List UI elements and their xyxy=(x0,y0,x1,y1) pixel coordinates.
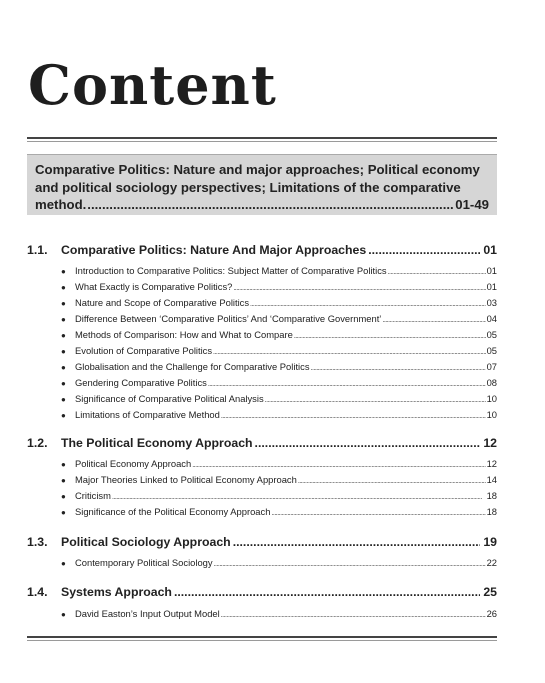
bullet-icon: ● xyxy=(61,476,66,485)
leader-dots xyxy=(382,313,485,329)
item-title: Major Theories Linked to Political Economy Approach xyxy=(75,474,297,485)
item-page: 03 xyxy=(486,297,497,308)
section-1-2 xyxy=(27,435,497,520)
bullet-icon: ● xyxy=(61,363,66,372)
top-rule xyxy=(27,137,497,139)
bullet-icon: ● xyxy=(61,411,66,420)
section-items xyxy=(27,555,497,571)
item-page: 26 xyxy=(486,608,497,619)
list-item[interactable] xyxy=(27,456,497,472)
section-title: Comparative Politics: Nature And Major Approaches xyxy=(61,243,367,257)
item-title: Evolution of Comparative Politics xyxy=(75,345,213,356)
list-item[interactable] xyxy=(27,343,497,359)
leader-dots xyxy=(221,608,486,624)
list-item[interactable] xyxy=(27,504,497,520)
section-heading[interactable] xyxy=(27,584,497,600)
section-1-1 xyxy=(27,242,497,423)
top-rule-thin xyxy=(27,141,497,142)
item-title: Globalisation and the Challenge for Comparative Politics xyxy=(75,361,310,372)
item-page: 01 xyxy=(486,281,497,292)
leader-dots xyxy=(214,557,486,573)
item-title: Significance of Comparative Political Analysis xyxy=(75,393,264,404)
item-title: What Exactly is Comparative Politics? xyxy=(75,281,233,292)
item-title: Gendering Comparative Politics xyxy=(75,377,207,388)
list-item[interactable] xyxy=(27,472,497,488)
section-1-4 xyxy=(27,584,497,622)
section-number: 1.1. xyxy=(27,243,48,257)
item-title: Limitations of Comparative Method xyxy=(75,409,220,420)
item-title: Introduction to Comparative Politics: Subject Matter of Comparative Politics xyxy=(75,265,387,276)
leader-dots xyxy=(174,584,480,600)
list-item[interactable] xyxy=(27,555,497,571)
chapter-title-line-3 xyxy=(35,196,489,214)
item-title: Political Economy Approach xyxy=(75,458,192,469)
section-number: 1.3. xyxy=(27,535,48,549)
item-page: 05 xyxy=(486,329,497,340)
list-item[interactable] xyxy=(27,606,497,622)
leader-dots xyxy=(311,361,486,377)
leader-dots xyxy=(294,329,486,345)
bottom-rule xyxy=(27,636,497,638)
item-page: 05 xyxy=(486,345,497,356)
item-page: 01 xyxy=(486,265,497,276)
item-page: 18 xyxy=(486,490,497,501)
item-page: 18 xyxy=(486,506,497,517)
leader-dots xyxy=(298,474,486,490)
bullet-icon: ● xyxy=(61,610,66,619)
list-item[interactable] xyxy=(27,359,497,375)
leader-dots xyxy=(221,409,486,425)
section-heading[interactable] xyxy=(27,534,497,550)
section-items xyxy=(27,456,497,520)
list-item[interactable] xyxy=(27,279,497,295)
section-1-3 xyxy=(27,534,497,571)
item-title: Significance of the Political Economy Approach xyxy=(75,506,271,517)
chapter-title-line-1: Comparative Politics: Nature and major approaches; Political economy xyxy=(35,162,480,177)
bullet-icon: ● xyxy=(61,299,66,308)
item-title: Methods of Comparison: How and What to Compare xyxy=(75,329,293,340)
chapter-heading-box xyxy=(27,154,497,215)
item-page: 22 xyxy=(486,557,497,568)
item-title: Nature and Scope of Comparative Politics xyxy=(75,297,250,308)
section-title: Political Sociology Approach xyxy=(61,535,231,549)
item-page: 07 xyxy=(486,361,497,372)
leader-dots xyxy=(388,265,486,281)
item-page: 10 xyxy=(486,409,497,420)
bullet-icon: ● xyxy=(61,267,66,276)
item-page: 10 xyxy=(486,393,497,404)
bullet-icon: ● xyxy=(61,283,66,292)
section-heading[interactable] xyxy=(27,242,497,258)
list-item[interactable] xyxy=(27,375,497,391)
leader-dots xyxy=(87,196,454,214)
bullet-icon: ● xyxy=(61,508,66,517)
chapter-title-line-2: and political sociology perspectives; Limitations of the comparative xyxy=(35,179,461,195)
list-item[interactable] xyxy=(27,488,497,504)
list-item[interactable] xyxy=(27,391,497,407)
item-page: 04 xyxy=(486,313,497,324)
item-title: Contemporary Political Sociology xyxy=(75,557,213,568)
item-page: 14 xyxy=(486,474,497,485)
list-item[interactable] xyxy=(27,263,497,279)
list-item[interactable] xyxy=(27,407,497,423)
bullet-icon: ● xyxy=(61,331,66,340)
bullet-icon: ● xyxy=(61,492,66,501)
leader-dots xyxy=(233,281,485,297)
leader-dots xyxy=(255,435,481,451)
section-number: 1.2. xyxy=(27,436,48,450)
list-item[interactable] xyxy=(27,311,497,327)
item-page: 08 xyxy=(486,377,497,388)
chapter-title-end: method. xyxy=(35,197,87,212)
list-item[interactable] xyxy=(27,295,497,311)
page-title: Content xyxy=(28,53,277,117)
section-page: 12 xyxy=(483,436,497,450)
section-heading[interactable] xyxy=(27,435,497,451)
section-title: The Political Economy Approach xyxy=(61,436,253,450)
bullet-icon: ● xyxy=(61,379,66,388)
bullet-icon: ● xyxy=(61,559,66,568)
leader-dots xyxy=(265,393,486,409)
bullet-icon: ● xyxy=(61,395,66,404)
leader-dots xyxy=(368,242,480,258)
bullet-icon: ● xyxy=(61,315,66,324)
leader-dots xyxy=(271,506,485,522)
item-title: Difference Between ‘Comparative Politics’ And ‘Comparative Government’ xyxy=(75,313,382,324)
section-page: 25 xyxy=(483,585,497,599)
bullet-icon: ● xyxy=(61,347,66,356)
section-title: Systems Approach xyxy=(61,585,172,599)
item-title: David Easton’s Input Output Model xyxy=(75,608,220,619)
section-items xyxy=(27,263,497,423)
item-title: Criticism xyxy=(75,490,111,501)
bullet-icon: ● xyxy=(61,460,66,469)
section-items xyxy=(27,606,497,622)
item-page: 12 xyxy=(486,458,497,469)
bottom-rule-thin xyxy=(27,640,497,641)
leader-dots xyxy=(233,534,481,550)
chapter-pages: 01-49 xyxy=(455,197,489,212)
section-page: 01 xyxy=(483,243,497,257)
section-page: 19 xyxy=(483,535,497,549)
section-number: 1.4. xyxy=(27,585,48,599)
list-item[interactable] xyxy=(27,327,497,343)
